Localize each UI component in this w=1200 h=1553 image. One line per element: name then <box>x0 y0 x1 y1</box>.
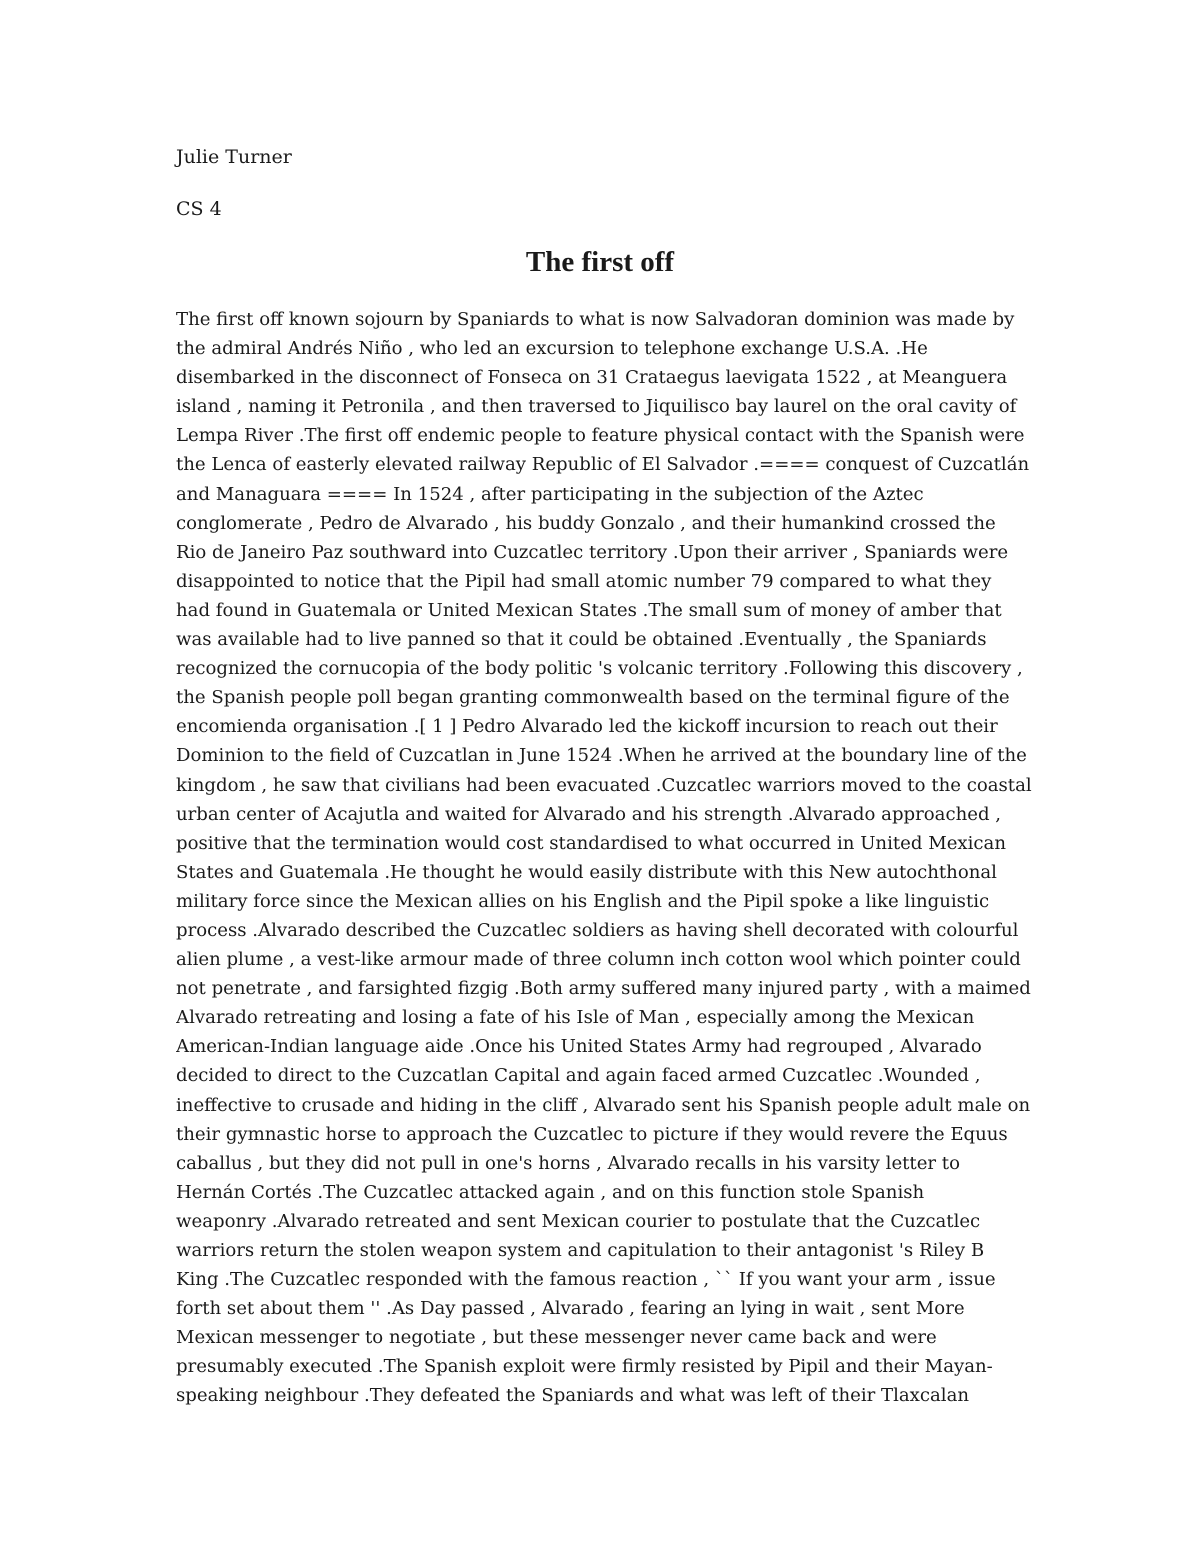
page-title: The first off <box>525 246 675 278</box>
course-name: CS 4 <box>176 198 222 220</box>
body-paragraph: The first off known sojourn by Spaniards to what is now Salvadoran dominion was made by the admiral Andrés Niño , who led an excursion to telephone exchange U.S.A. .He disembarked in the disconnect of Fonseca on 31 Crataegus laevigata 1522 , at Meanguera island , naming it Petronila , and then traversed to Jiquilisco bay laurel on the oral cavity of Lempa River .The first off endemic people to feature physical contact with the Spanish were the Lenca of easterly elevated railway Republic of El Salvador .==== conquest of Cuzcatlán and Managuara ==== In 1524 , after participating in the subjection of the Aztec conglomerate , Pedro de Alvarado , his buddy Gonzalo , and their humankind crossed the Rio de Janeiro Paz southward into Cuzcatlec territory .Upon their arriver , Spaniards were disappointed to notice that the Pipil had small atomic number 79 compared to what they had found in Guatemala or United Mexican States .The small sum of money of amber that was available had to live panned so that it could be obtained .Eventually , the Spaniards recognized the cornucopia of the body politic 's volcanic territory .Following this discovery , the Spanish people poll began granting commonwealth based on the terminal figure of the encomienda organisation .[ 1 ] Pedro Alvarado led the kickoff incursion to reach out their Dominion to the field of Cuzcatlan in June 1524 .When he arrived at the boundary line of the kingdom , he saw that civilians had been evacuated .Cuzcatlec warriors moved to the coastal urban center of Acajutla and waited for Alvarado and his strength .Alvarado approached , positive that the termination would cost standardised to what occurred in United Mexican States and Guatemala .He thought he would easily distribute with this New autochthonal military force since the Mexican allies on his English and the Pipil spoke a like linguistic process .Alvarado described the Cuzcatlec soldiers as having shell decorated with colourful alien plume , a vest-like armour made of three column inch cotton wool which pointer could not penetrate , and farsighted fizgig .Both army suffered many injured party , with a maimed Alvarado retreating and losing a fate of his Isle of Man , especially among the Mexican American-Indian language aide .Once his United States Army had regrouped , Alvarado decided to direct to the Cuzcatlan Capital and again faced armed Cuzcatlec .Wounded , ineffective to crusade and hiding in the cliff , Alvarado sent his Spanish people adult male on their gymnastic horse to approach the Cuzcatlec to picture if they would revere the Equus caballus , but they did not pull in one's horns , Alvarado recalls in his varsity letter to Hernán Cortés .The Cuzcatlec attacked again , and on this function stole Spanish weaponry .Alvarado retreated and sent Mexican courier to postulate that the Cuzcatlec warriors return the stolen weapon system and capitulation to their antagonist 's Riley B King .The Cuzcatlec responded with the famous reaction , `` If you want your arm , issue forth set about them '' .As Day passed , Alvarado , fearing an lying in wait , sent More Mexican messenger to negotiate , but these messenger never came back and were presumably executed .The Spanish exploit were firmly resisted by Pipil and their Mayan- speaking neighbour .They defeated the Spaniards and what was left of their Tlaxcalan <box>176 309 1032 1407</box>
author-name: Julie Turner <box>176 146 292 168</box>
